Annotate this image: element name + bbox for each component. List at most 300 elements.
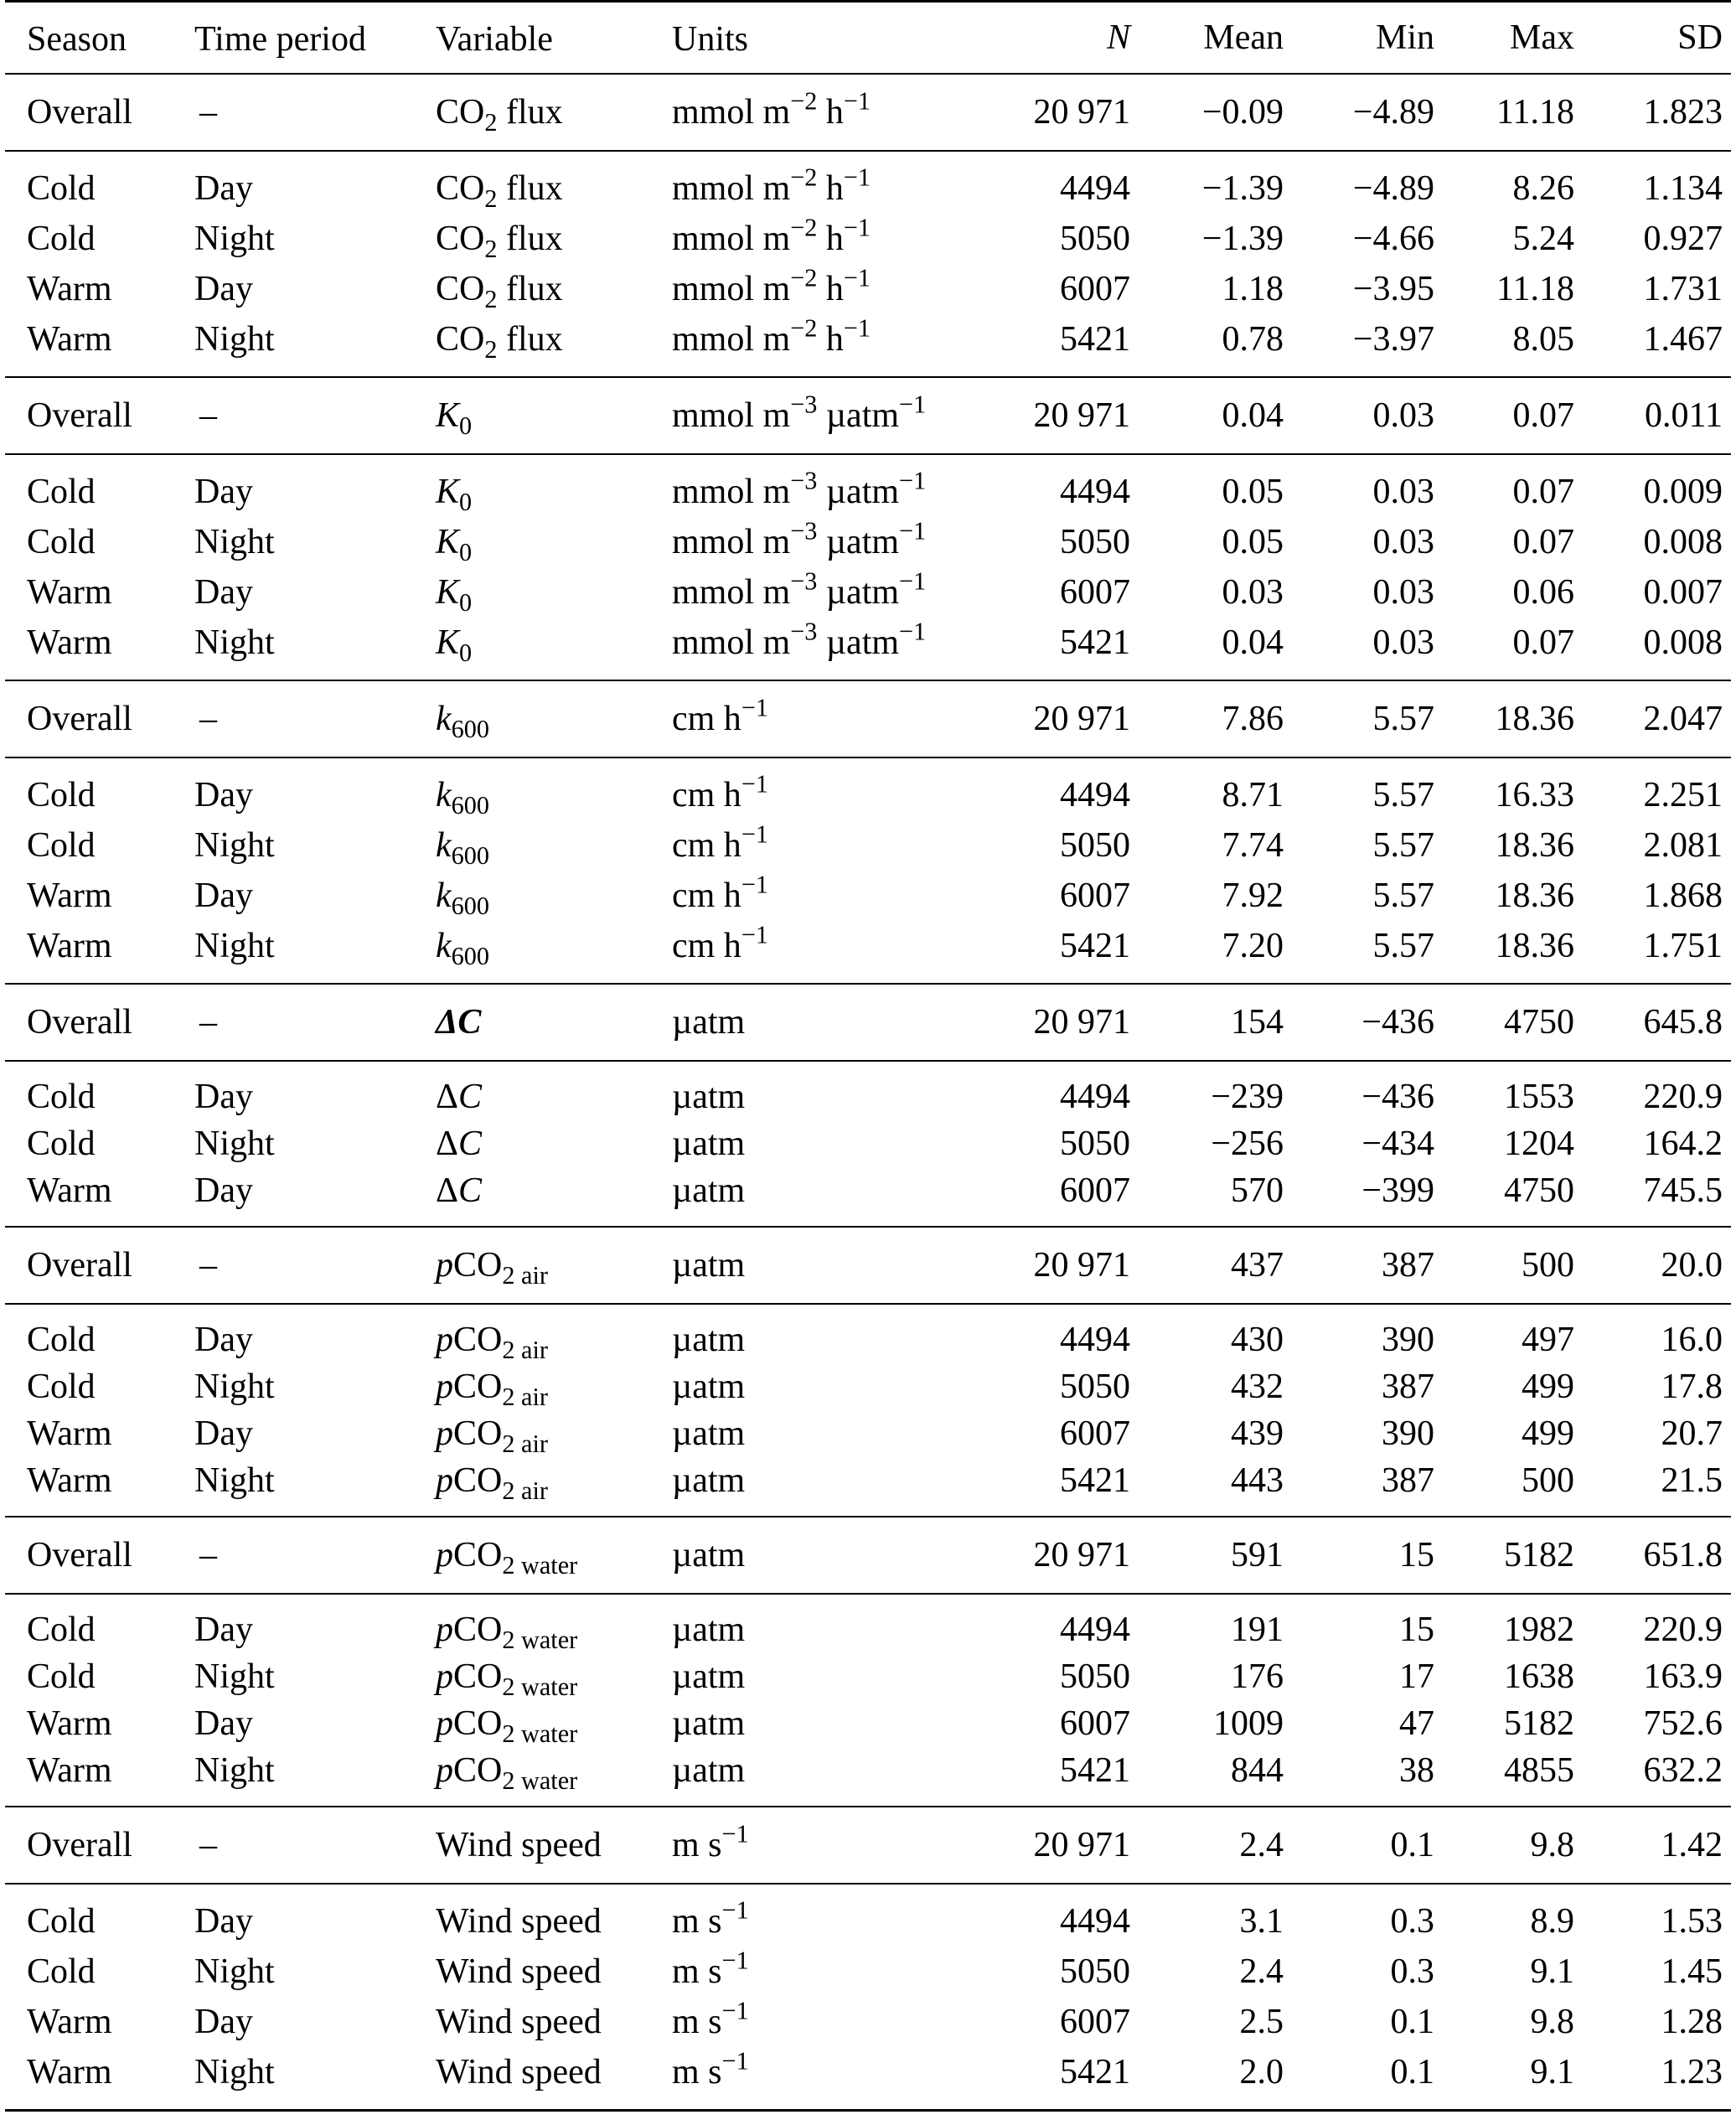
mean-cell: 7.20 (1222, 926, 1284, 965)
delta-c-overall-section (5, 984, 1731, 1061)
text-fragment: C (458, 1124, 483, 1163)
text-fragment: Night (194, 623, 275, 662)
text-fragment: 0 (459, 487, 473, 516)
units-cell (650, 871, 985, 921)
text-fragment: Night (194, 1657, 275, 1696)
n-cell: 5421 (1060, 623, 1130, 662)
n-cell: 5050 (1060, 1657, 1130, 1696)
table-row (5, 1947, 1731, 1997)
max-cell: 9.1 (1530, 1952, 1574, 1991)
text-fragment: cm h (672, 775, 741, 814)
units-cell (650, 264, 985, 314)
max-cell: 11.18 (1496, 269, 1574, 308)
text-fragment: −2 (790, 162, 818, 191)
time-period-cell (173, 820, 414, 871)
text-fragment: Warm (27, 269, 112, 308)
text-fragment: CO (453, 1750, 503, 1790)
superscript (741, 819, 768, 848)
mean-cell: 437 (1231, 1245, 1284, 1285)
min-cell: −3.95 (1352, 269, 1434, 308)
time-period-cell (173, 1061, 414, 1120)
text-fragment: 2 (502, 1260, 515, 1290)
min-cell: 0.03 (1372, 396, 1434, 435)
text-fragment: Overall (27, 1002, 132, 1042)
table-row (5, 680, 1731, 757)
variable-cell (414, 214, 650, 264)
variable-cell (414, 264, 650, 314)
n-cell: 20 971 (1033, 396, 1130, 435)
text-fragment: m s (672, 1901, 722, 1941)
text-fragment: k (436, 775, 452, 814)
text-fragment: Overall (27, 1535, 132, 1574)
text-fragment: µatm (672, 1124, 746, 1163)
sd-cell: 1.731 (1643, 269, 1723, 308)
text-fragment: air (521, 1260, 548, 1290)
n-cell: 5050 (1060, 1124, 1130, 1163)
variable-cell (414, 1457, 650, 1517)
text-fragment: Day (194, 1171, 253, 1210)
text-fragment: −1 (721, 1995, 749, 2024)
table-row (5, 1410, 1731, 1457)
table-row (5, 757, 1731, 820)
text-fragment: Warm (27, 1414, 112, 1453)
text-fragment: Δ (436, 1124, 459, 1163)
text-fragment: −1 (741, 692, 768, 721)
variable-cell (414, 820, 650, 871)
n-cell: 20 971 (1033, 1002, 1130, 1042)
text-fragment: Wind speed (436, 2052, 602, 2091)
variable-cell (414, 517, 650, 567)
text-fragment: 2 (502, 1550, 515, 1580)
table-row (5, 1884, 1731, 1947)
mean-cell: 2.4 (1239, 1952, 1284, 1991)
mean-cell: 591 (1231, 1535, 1284, 1574)
mean-cell: 191 (1231, 1610, 1284, 1649)
time-period-cell (173, 1807, 414, 1884)
text-fragment: Day (194, 775, 253, 814)
text-fragment: −1 (721, 1945, 749, 1974)
text-fragment: Cold (27, 1320, 96, 1359)
subscript (459, 488, 472, 516)
time-period-cell (173, 377, 414, 454)
time-period-cell (173, 984, 414, 1061)
text-fragment: −1 (741, 819, 768, 848)
min-cell: 0.1 (1390, 1825, 1434, 1864)
superscript (790, 516, 817, 545)
text-fragment: CO (453, 1535, 503, 1574)
text-fragment: – (199, 1535, 217, 1574)
table-row (5, 1227, 1731, 1304)
text-fragment: Night (194, 219, 275, 258)
min-cell: 38 (1399, 1750, 1434, 1790)
header-mean: Mean (1203, 18, 1284, 57)
text-fragment: water (521, 1766, 578, 1795)
n-cell: 20 971 (1033, 92, 1130, 132)
sd-cell: 1.751 (1643, 926, 1723, 965)
co2-flux-seasonal-section (5, 151, 1731, 377)
season-cell (5, 1653, 173, 1700)
text-fragment: Overall (27, 699, 132, 738)
max-cell: 16.33 (1495, 775, 1574, 814)
text-fragment: 0 (459, 537, 473, 566)
pco2-air-overall-section (5, 1227, 1731, 1304)
season-cell (5, 567, 173, 618)
min-cell: 5.57 (1372, 775, 1434, 814)
n-cell: 4494 (1060, 168, 1130, 208)
text-fragment: water (521, 1672, 578, 1701)
min-cell: 0.1 (1390, 2002, 1434, 2041)
k600-seasonal-section (5, 757, 1731, 984)
text-fragment: −1 (843, 162, 871, 191)
n-cell: 6007 (1060, 572, 1130, 612)
subscript (502, 1719, 577, 1748)
min-cell: −3.97 (1352, 319, 1434, 359)
sd-cell: 16.0 (1661, 1320, 1723, 1359)
superscript (741, 769, 768, 798)
units-cell (650, 567, 985, 618)
text-fragment: Warm (27, 572, 112, 612)
text-fragment: – (199, 1002, 217, 1042)
text-fragment: Night (194, 825, 275, 865)
max-cell: 4750 (1504, 1002, 1574, 1042)
text-fragment: µatm (672, 1610, 746, 1649)
sd-cell: 645.8 (1643, 1002, 1723, 1042)
text-fragment: 2 (484, 184, 498, 213)
text-fragment: Wind speed (436, 1952, 602, 1991)
text-fragment: Night (194, 926, 275, 965)
text-fragment: cm h (672, 876, 741, 915)
wind-speed-seasonal-section (5, 1884, 1731, 2111)
n-cell: 5421 (1060, 1750, 1130, 1790)
text-fragment: C (458, 1171, 483, 1210)
text-fragment: −3 (790, 465, 818, 494)
sd-cell: 745.5 (1643, 1171, 1723, 1210)
sd-cell: 651.8 (1643, 1535, 1723, 1574)
mean-cell: 3.1 (1239, 1901, 1284, 1941)
max-cell: 5182 (1504, 1535, 1574, 1574)
max-cell: 5182 (1504, 1704, 1574, 1743)
k600-overall-section (5, 680, 1731, 757)
n-cell: 20 971 (1033, 1245, 1130, 1285)
table-row (5, 921, 1731, 984)
max-cell: 8.9 (1530, 1901, 1574, 1941)
pco2-water-overall-section (5, 1517, 1731, 1594)
superscript (722, 1996, 749, 2024)
text-fragment: 600 (451, 891, 490, 920)
text-fragment: −3 (790, 566, 818, 595)
text-fragment: mmol m (672, 168, 791, 208)
text-fragment: µatm (672, 1657, 746, 1696)
units-cell (650, 1167, 985, 1227)
time-period-cell (173, 1410, 414, 1457)
season-cell (5, 618, 173, 680)
min-cell: 0.03 (1372, 623, 1434, 662)
min-cell: 15 (1399, 1535, 1434, 1574)
time-period-cell (173, 1304, 414, 1363)
text-fragment: −1 (899, 515, 927, 545)
variable-cell (414, 1653, 650, 1700)
mean-cell: 7.74 (1222, 825, 1284, 865)
min-cell: 0.3 (1390, 1952, 1434, 1991)
text-fragment: −1 (721, 1818, 749, 1848)
time-period-cell (173, 1457, 414, 1517)
sd-cell: 1.53 (1661, 1901, 1723, 1941)
text-fragment: p (436, 1461, 453, 1500)
text-fragment: Day (194, 472, 253, 511)
text-fragment: – (199, 1245, 217, 1285)
min-cell: 0.3 (1390, 1901, 1434, 1941)
n-cell: 6007 (1060, 269, 1130, 308)
text-fragment: mmol m (672, 92, 791, 132)
text-fragment: Overall (27, 1245, 132, 1285)
sd-cell: 0.007 (1643, 572, 1723, 612)
sd-cell: 0.008 (1643, 522, 1723, 561)
text-fragment: K (436, 522, 460, 561)
text-fragment: 600 (451, 790, 490, 819)
min-cell: 0.03 (1372, 522, 1434, 561)
season-cell (5, 820, 173, 871)
text-fragment: µatm (672, 1245, 746, 1285)
variable-cell (414, 1947, 650, 1997)
sd-cell: 0.927 (1643, 219, 1723, 258)
text-fragment: −1 (843, 313, 871, 342)
sd-cell: 1.28 (1661, 2002, 1723, 2041)
table-row (5, 2047, 1731, 2111)
season-cell (5, 1807, 173, 1884)
superscript (722, 1895, 749, 1924)
text-fragment: Night (194, 1461, 275, 1500)
header-n: N (1106, 18, 1130, 57)
mean-cell: 8.71 (1222, 775, 1284, 814)
delta-c-seasonal-section (5, 1061, 1731, 1227)
mean-cell: 443 (1231, 1461, 1284, 1500)
text-fragment: Cold (27, 1952, 96, 1991)
text-fragment: Cold (27, 1124, 96, 1163)
units-cell (650, 377, 985, 454)
text-fragment: Δ (436, 1077, 459, 1116)
text-fragment: 2 (502, 1476, 515, 1505)
variable-cell (414, 1227, 650, 1304)
sd-cell: 0.009 (1643, 472, 1723, 511)
variable-cell (414, 1304, 650, 1363)
text-fragment: 2 (484, 284, 498, 313)
sd-cell: 1.467 (1643, 319, 1723, 359)
max-cell: 18.36 (1495, 876, 1574, 915)
text-fragment: µatm (825, 522, 900, 561)
season-cell (5, 1304, 173, 1363)
season-cell (5, 1594, 173, 1653)
text-fragment: k (436, 825, 452, 865)
season-cell (5, 984, 173, 1061)
season-cell (5, 1947, 173, 1997)
variable-cell (414, 74, 650, 151)
text-fragment: 2 (502, 1719, 515, 1748)
text-fragment: µatm (672, 1704, 746, 1743)
subscript (452, 942, 489, 970)
units-cell (650, 1410, 985, 1457)
season-cell (5, 1457, 173, 1517)
superscript (790, 263, 817, 292)
max-cell: 497 (1522, 1320, 1574, 1359)
min-cell: 0.03 (1372, 572, 1434, 612)
text-fragment: CO (453, 1704, 503, 1743)
text-fragment: h (825, 219, 844, 258)
text-fragment: Cold (27, 825, 96, 865)
max-cell: 0.07 (1512, 472, 1574, 511)
text-fragment: Warm (27, 2002, 112, 2041)
text-fragment: mmol m (672, 269, 791, 308)
n-cell: 4494 (1060, 1320, 1130, 1359)
subscript (459, 538, 472, 566)
season-cell (5, 517, 173, 567)
variable-cell (414, 1517, 650, 1594)
text-fragment: CO (453, 1610, 503, 1649)
text-fragment: −3 (790, 515, 818, 545)
text-fragment: water (521, 1719, 578, 1748)
text-fragment: −2 (790, 85, 818, 115)
mean-cell: −1.39 (1201, 168, 1284, 208)
subscript (502, 1626, 577, 1654)
text-fragment: 600 (451, 840, 490, 870)
mean-cell: 439 (1231, 1414, 1284, 1453)
min-cell: 387 (1382, 1461, 1434, 1500)
units-cell (650, 454, 985, 517)
units-cell (650, 1884, 985, 1947)
text-fragment: CO (436, 269, 485, 308)
time-period-cell (173, 1747, 414, 1807)
text-fragment: Cold (27, 1077, 96, 1116)
text-fragment: Warm (27, 1171, 112, 1210)
text-fragment: −2 (790, 262, 818, 292)
superscript (899, 617, 926, 645)
units-cell (650, 984, 985, 1061)
max-cell: 18.36 (1495, 926, 1574, 965)
sd-cell: 2.047 (1643, 699, 1723, 738)
season-cell (5, 921, 173, 984)
max-cell: 499 (1522, 1414, 1574, 1453)
time-period-cell (173, 680, 414, 757)
n-cell: 4494 (1060, 775, 1130, 814)
variable-cell (414, 151, 650, 214)
time-period-cell (173, 264, 414, 314)
variable-cell (414, 1700, 650, 1747)
text-fragment: p (436, 1320, 453, 1359)
min-cell: 15 (1399, 1610, 1434, 1649)
sd-cell: 17.8 (1661, 1367, 1723, 1406)
text-fragment: −1 (899, 389, 927, 418)
time-period-cell (173, 454, 414, 517)
text-fragment: Cold (27, 1367, 96, 1406)
table-row (5, 1594, 1731, 1653)
text-fragment: Cold (27, 472, 96, 511)
min-cell: 5.57 (1372, 876, 1434, 915)
text-fragment: water (521, 1625, 578, 1654)
text-fragment: µatm (672, 1171, 746, 1210)
text-fragment: CO (436, 319, 485, 359)
min-cell: 5.57 (1372, 825, 1434, 865)
text-fragment: cm h (672, 926, 741, 965)
variable-cell (414, 1997, 650, 2047)
max-cell: 1204 (1504, 1124, 1574, 1163)
text-fragment: h (825, 92, 844, 132)
units-cell (650, 1304, 985, 1363)
text-fragment: k (436, 926, 452, 965)
text-fragment: Warm (27, 319, 112, 359)
min-cell: 0.03 (1372, 472, 1434, 511)
season-cell (5, 1167, 173, 1227)
max-cell: 1638 (1504, 1657, 1574, 1696)
time-period-cell (173, 1227, 414, 1304)
text-fragment: 0 (459, 638, 473, 667)
subscript (502, 1383, 548, 1411)
variable-cell (414, 1884, 650, 1947)
subscript (452, 892, 489, 920)
min-cell: −436 (1361, 1002, 1434, 1042)
time-period-cell (173, 151, 414, 214)
variable-cell (414, 377, 650, 454)
header-units: Units (672, 19, 749, 59)
units-cell (650, 1363, 985, 1410)
min-cell: 390 (1382, 1414, 1434, 1453)
text-fragment: Night (194, 1124, 275, 1163)
text-fragment: Δ (436, 1171, 459, 1210)
pco2-water-seasonal-section (5, 1594, 1731, 1807)
table-row (5, 1517, 1731, 1594)
time-period-cell (173, 871, 414, 921)
n-cell: 4494 (1060, 472, 1130, 511)
n-cell: 5050 (1060, 1367, 1130, 1406)
text-fragment: K (436, 472, 460, 511)
text-fragment: – (199, 1825, 217, 1864)
mean-cell: 430 (1231, 1320, 1284, 1359)
text-fragment: Day (194, 168, 253, 208)
text-fragment: Cold (27, 1610, 96, 1649)
min-cell: −399 (1361, 1171, 1434, 1210)
mean-cell: 0.04 (1222, 623, 1284, 662)
season-cell (5, 1884, 173, 1947)
n-cell: 5421 (1060, 319, 1130, 359)
superscript (790, 213, 817, 241)
text-fragment: K (436, 572, 460, 612)
text-fragment: flux (505, 168, 563, 208)
text-fragment: −1 (741, 869, 768, 898)
superscript (899, 566, 926, 595)
text-fragment: 2 (502, 1672, 515, 1701)
variable-cell (414, 1807, 650, 1884)
text-fragment: m s (672, 2002, 722, 2041)
header-max: Max (1510, 18, 1574, 57)
min-cell: 387 (1382, 1245, 1434, 1285)
mean-cell: 0.05 (1222, 472, 1284, 511)
units-cell (650, 2047, 985, 2111)
mean-cell: 176 (1231, 1657, 1284, 1696)
text-fragment: air (521, 1429, 548, 1458)
text-fragment: cm h (672, 825, 741, 865)
text-fragment: µatm (672, 1414, 746, 1453)
sd-cell: 20.7 (1661, 1414, 1723, 1453)
table-row (5, 1807, 1731, 1884)
text-fragment: Night (194, 2052, 275, 2091)
time-period-cell (173, 921, 414, 984)
text-fragment: Wind speed (436, 1901, 602, 1941)
text-fragment: flux (505, 269, 563, 308)
k0-overall-section (5, 377, 1731, 454)
subscript (502, 1551, 577, 1580)
n-cell: 5421 (1060, 926, 1130, 965)
season-cell (5, 314, 173, 377)
max-cell: 1982 (1504, 1610, 1574, 1649)
min-cell: −4.66 (1352, 219, 1434, 258)
